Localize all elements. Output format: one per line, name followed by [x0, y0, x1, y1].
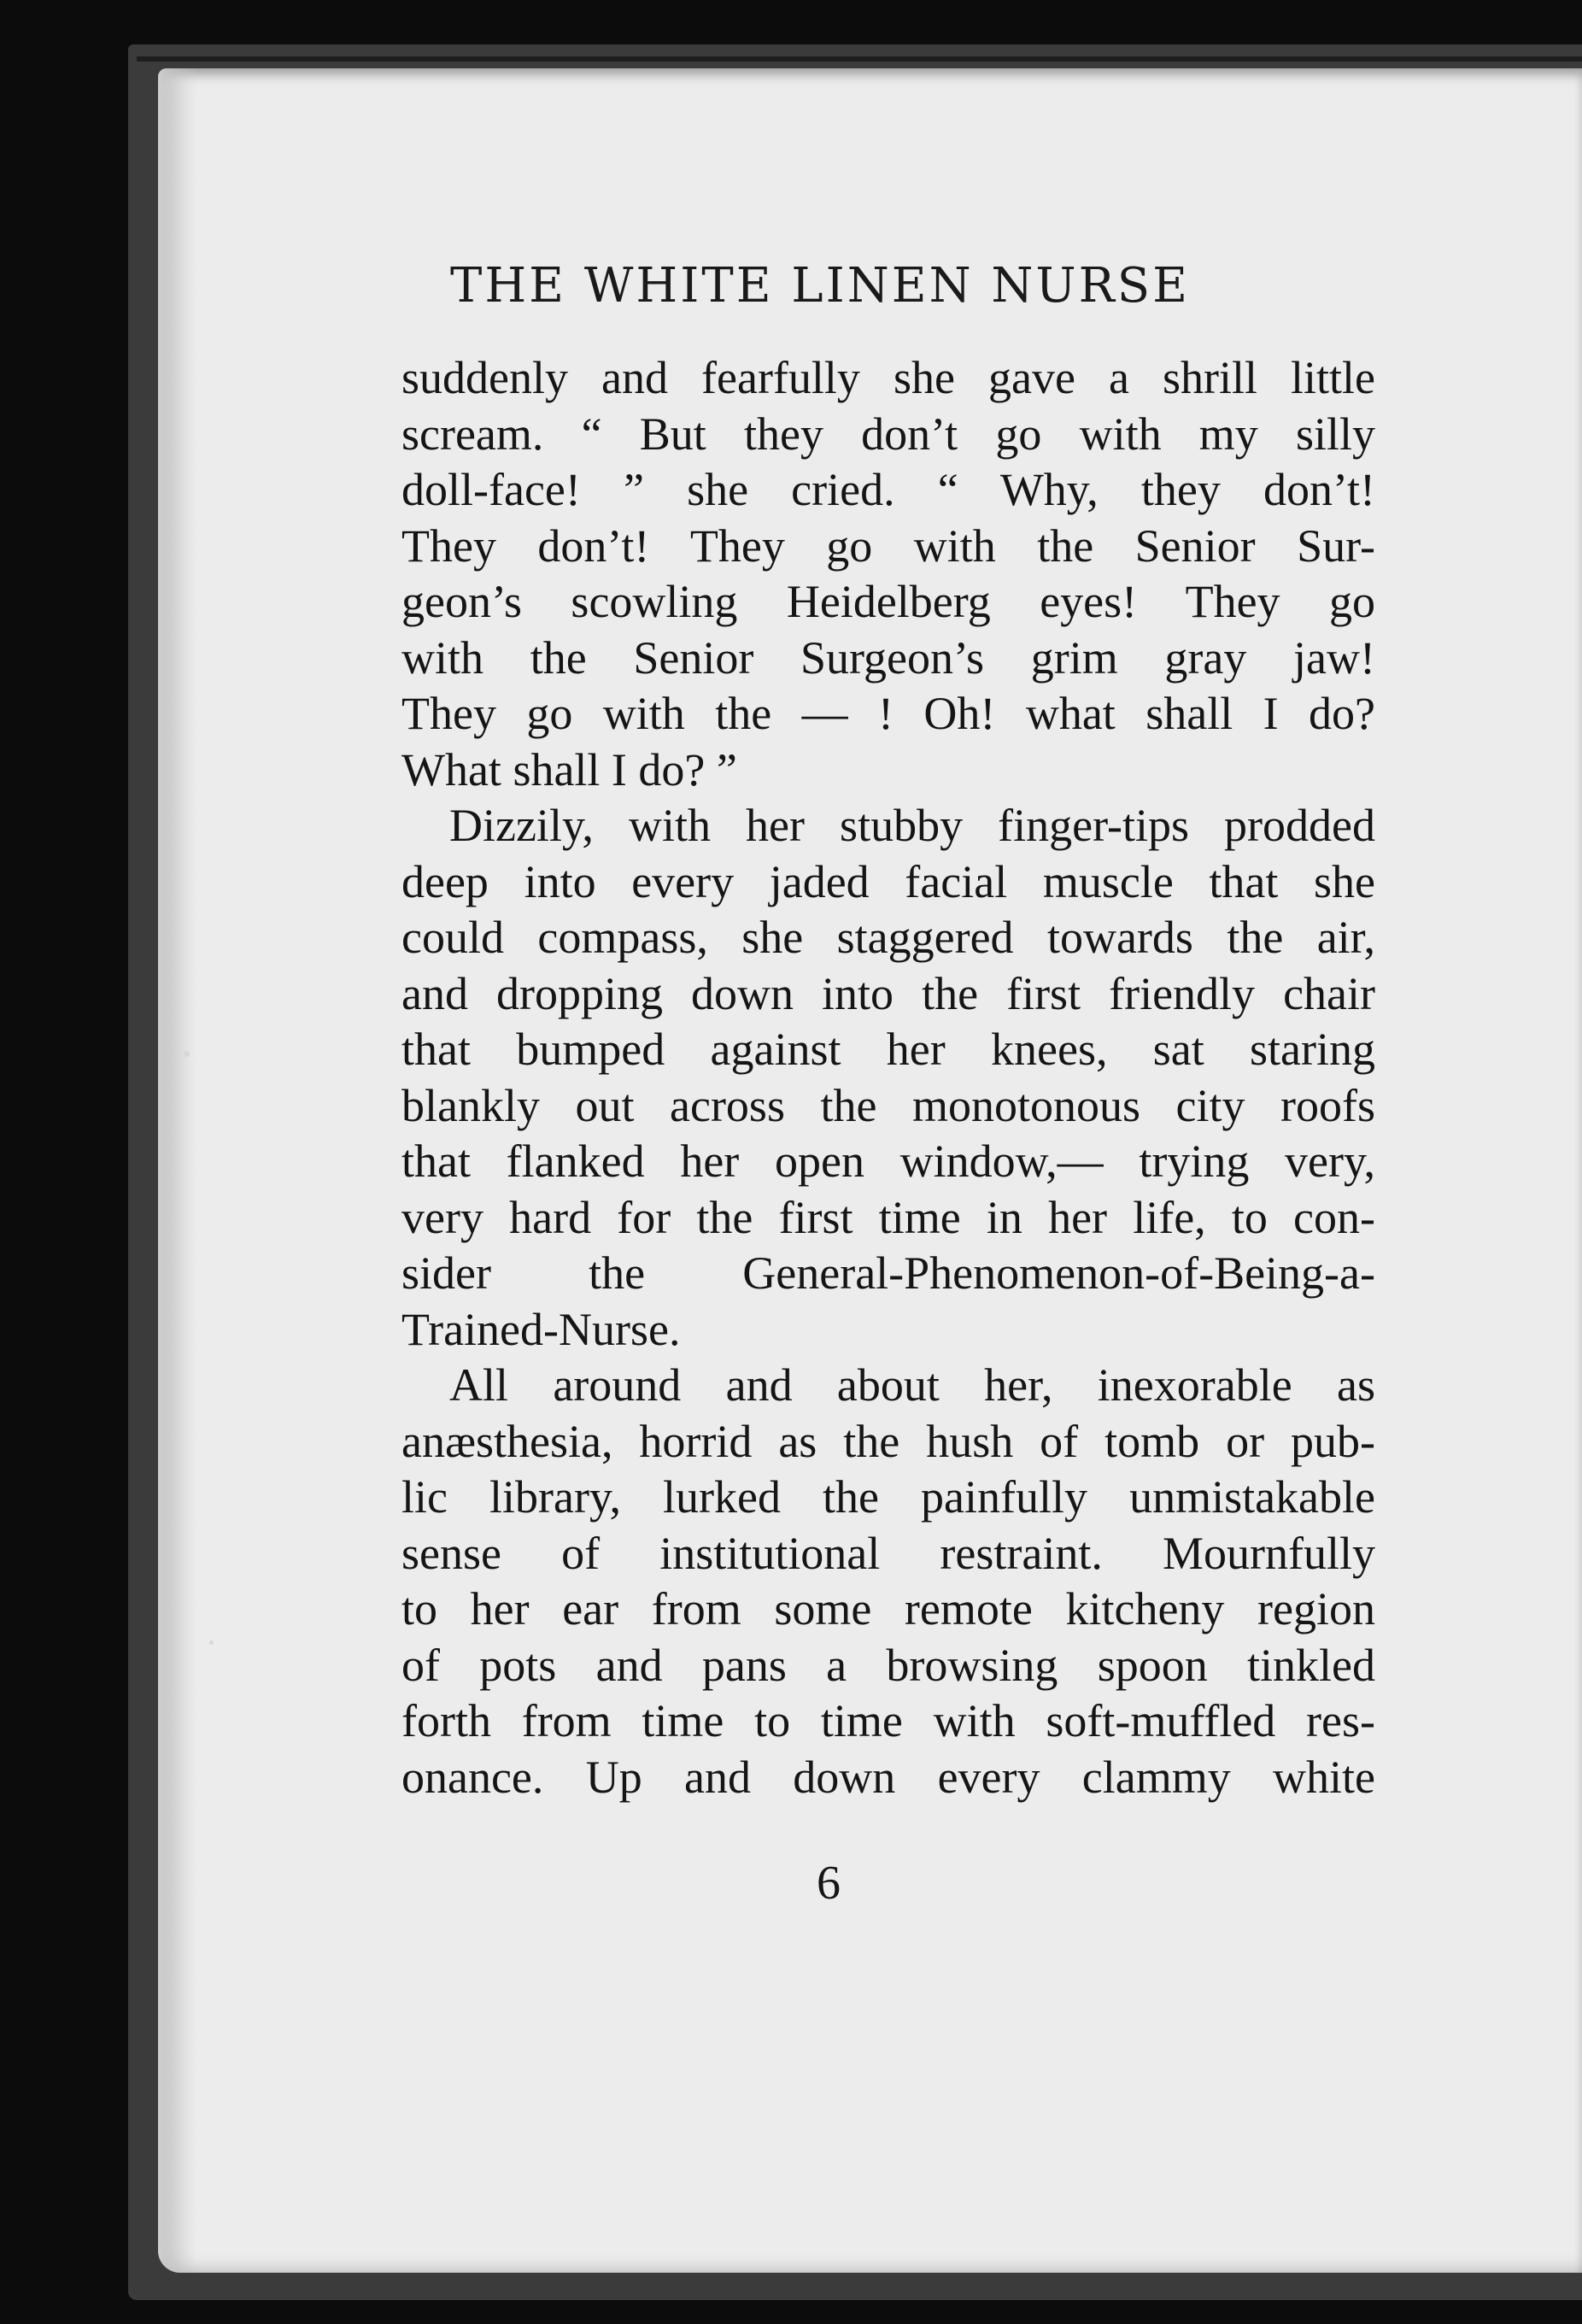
text-line: to her ear from some remote kitcheny region [401, 1583, 1375, 1634]
text-line: of pots and pans a browsing spoon tinkled [401, 1639, 1375, 1691]
text-line: onance. Up and down every clammy white [401, 1751, 1375, 1803]
text-line: Dizzily, with her stubby finger-tips prodded [449, 800, 1375, 851]
text-line: They go with the — ! Oh! what shall I do? [401, 688, 1375, 739]
text-line: lic library, lurked the painfully unmistakable [401, 1471, 1375, 1523]
text-line: deep into every jaded facial muscle that she [401, 855, 1375, 907]
text-line: forth from time to time with soft-muffled res- [401, 1695, 1375, 1746]
text-line: with the Senior Surgeon’s grim gray jaw! [401, 631, 1375, 684]
text-line: anæsthesia, horrid as the hush of tomb or pub- [401, 1415, 1375, 1467]
text-line: very hard for the first time in her life, to con- [401, 1191, 1375, 1243]
paper-speck [209, 1640, 214, 1645]
body-text [401, 350, 1375, 1805]
top-binding-edge [137, 56, 1582, 62]
text-line: They don’t! They go with the Senior Sur- [401, 519, 1375, 572]
running-head: THE WHITE LINEN NURSE [449, 258, 1190, 314]
text-line: that bumped against her knees, sat staring [401, 1024, 1375, 1075]
text-line: suddenly and fearfully she gave a shrill little [401, 352, 1375, 403]
text-line: doll-face! ” she cried. “ Why, they don’t! [401, 464, 1375, 515]
text-line: sider the General-Phenomenon-of-Being-a- [401, 1247, 1375, 1299]
text-line: geon’s scowling Heidelberg eyes! They go [401, 576, 1375, 627]
text-line: What shall I do? ” [401, 743, 737, 795]
text-line: scream. “ But they don’t go with my silly [401, 408, 1375, 460]
text-line: sense of institutional restraint. Mournfully [401, 1527, 1375, 1579]
paper-speck [184, 1051, 190, 1057]
text-line: could compass, she staggered towards the air, [401, 912, 1375, 963]
text-line: and dropping down into the first friendly chair [401, 967, 1375, 1019]
page-number: 6 [817, 1857, 841, 1910]
text-line: Trained-Nurse. [401, 1303, 681, 1355]
text-line: All around and about her, inexorable as [449, 1359, 1375, 1411]
text-line: that flanked her open window,— trying very, [401, 1136, 1375, 1187]
text-line: blankly out across the monotonous city roofs [401, 1079, 1375, 1131]
